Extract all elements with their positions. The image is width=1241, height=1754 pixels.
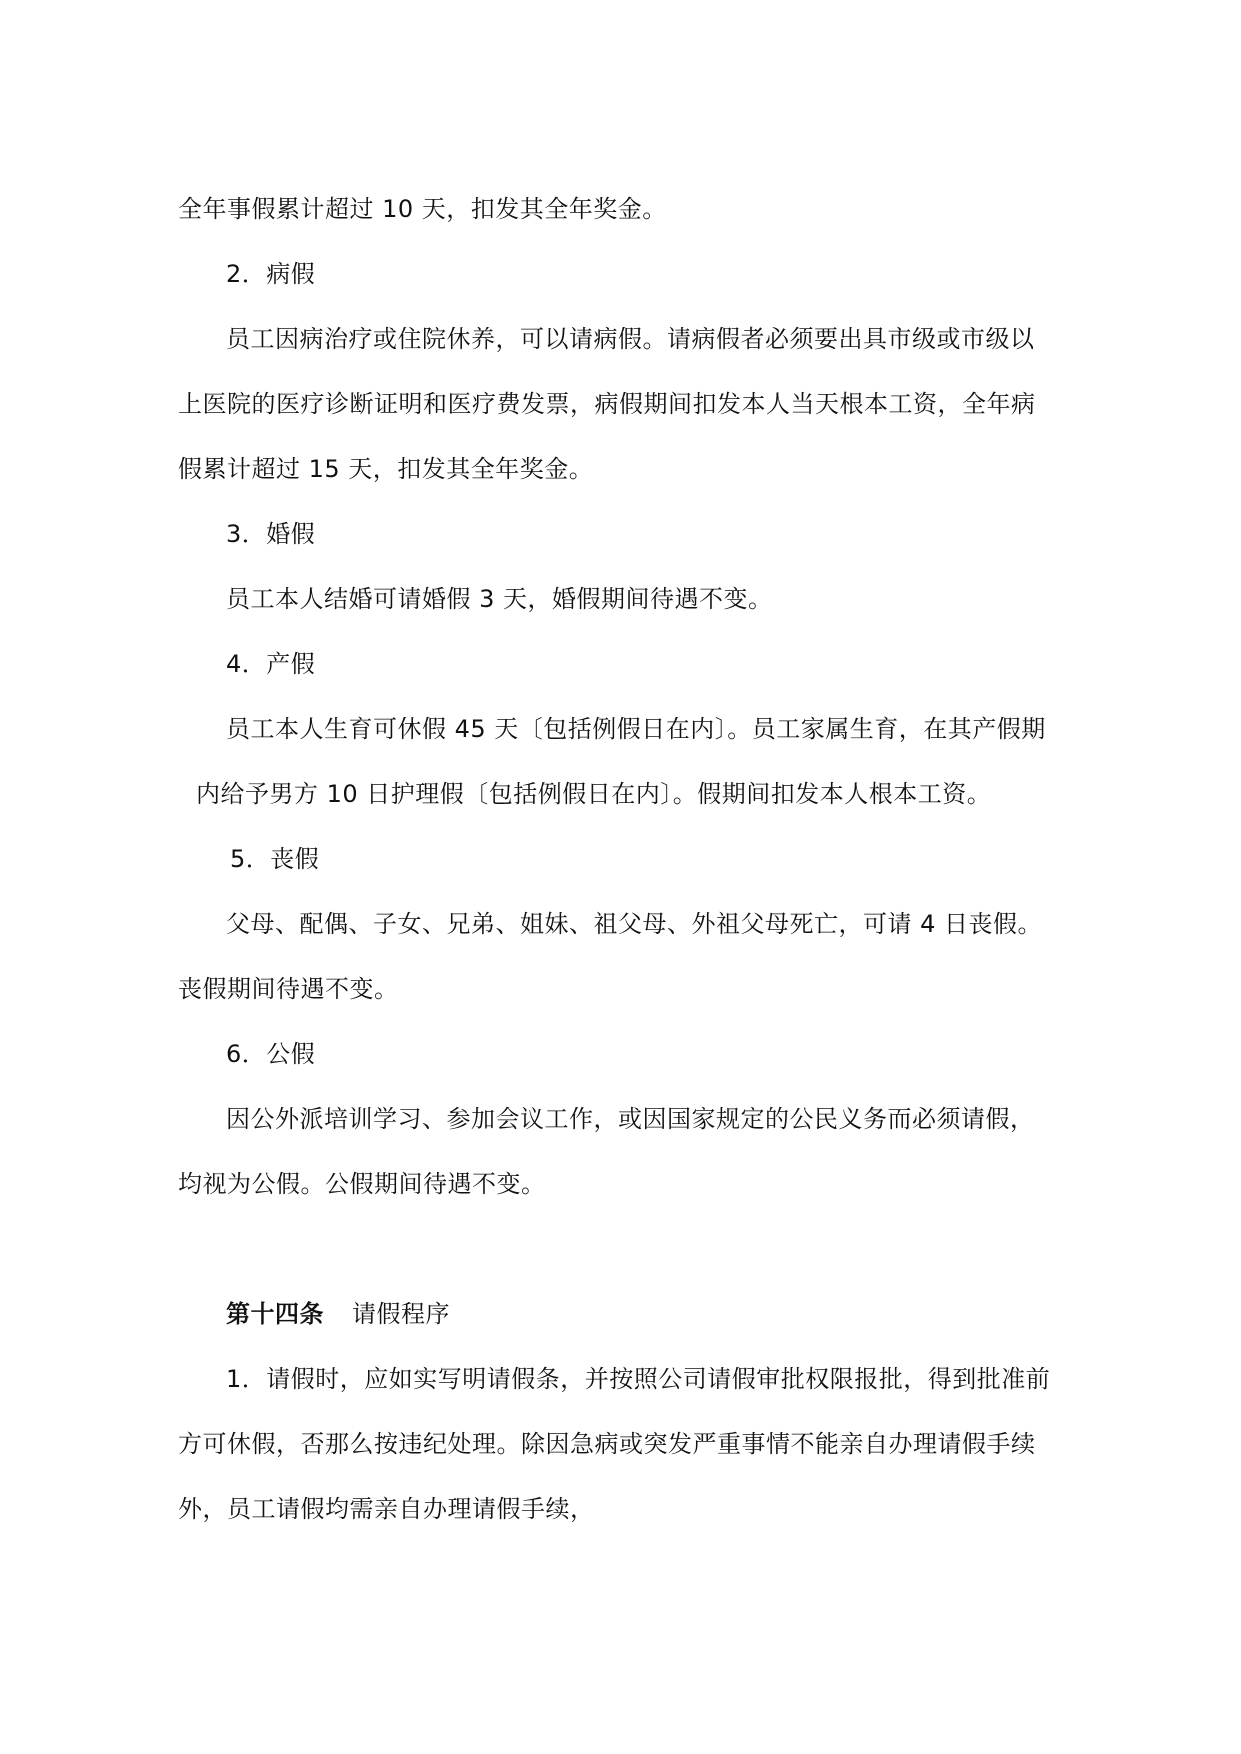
- paragraph-line: 1．请假时，应如实写明请假条，并按照公司请假审批权限报批，得到批准前: [226, 1365, 1051, 1393]
- paragraph-line: 内给予男方 10 日护理假〔包括例假日在内〕。假期间扣发本人根本工资。: [196, 780, 992, 808]
- section-heading-maternity-leave: 4．产假: [226, 650, 316, 678]
- section-heading-sick-leave: 2．病假: [226, 260, 316, 288]
- paragraph-line: 外，员工请假均需亲自办理请假手续，: [178, 1495, 595, 1523]
- paragraph-line: 员工本人生育可休假 45 天〔包括例假日在内〕。员工家属生育，在其产假期: [226, 715, 1046, 743]
- paragraph-line: 员工本人结婚可请婚假 3 天，婚假期间待遇不变。: [226, 585, 773, 613]
- section-heading-official-leave: 6．公假: [226, 1040, 316, 1068]
- section-heading-funeral-leave: 5．丧假: [230, 845, 320, 873]
- article-title: 请假程序: [352, 1300, 450, 1328]
- paragraph-line: 父母、配偶、子女、兄弟、姐妹、祖父母、外祖父母死亡，可请 4 日丧假。: [226, 910, 1043, 938]
- paragraph-line: 方可休假，否那么按违纪处理。除因急病或突发严重事情不能亲自办理请假手续: [178, 1430, 1036, 1458]
- paragraph-line: 因公外派培训学习、参加会议工作，或因国家规定的公民义务而必须请假，: [226, 1105, 1035, 1133]
- article-heading: [226, 1298, 450, 1330]
- paragraph-line: 丧假期间待遇不变。: [178, 975, 399, 1003]
- paragraph-line: 均视为公假。公假期间待遇不变。: [178, 1170, 546, 1198]
- paragraph-line: 员工因病治疗或住院休养，可以请病假。请病假者必须要出具市级或市级以: [226, 325, 1035, 353]
- paragraph-line: 上医院的医疗诊断证明和医疗费发票，病假期间扣发本人当天根本工资，全年病: [178, 390, 1036, 418]
- paragraph-line: 全年事假累计超过 10 天，扣发其全年奖金。: [178, 195, 667, 223]
- paragraph-line: 假累计超过 15 天，扣发其全年奖金。: [178, 455, 594, 483]
- article-number: 第十四条: [226, 1300, 324, 1328]
- section-heading-marriage-leave: 3．婚假: [226, 520, 316, 548]
